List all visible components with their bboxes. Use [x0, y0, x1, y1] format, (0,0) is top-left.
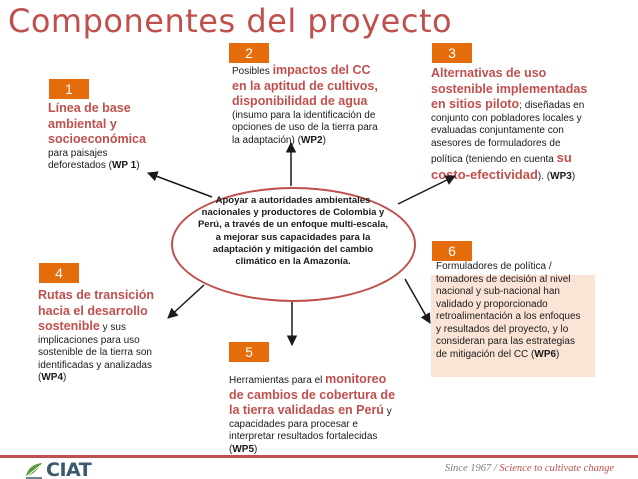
- component-2-lead: impactos del CC en la aptitud de cultivos, disponibilidad de agua: [232, 63, 378, 108]
- arrow-to-component-1: [148, 173, 212, 197]
- component-2-rest: (insumo para la identificación de opciones de uso de la tierra para la adaptación) (: [232, 109, 378, 146]
- footer-tagline-text: Science to cultivate change: [496, 463, 614, 474]
- component-2-end: ): [322, 134, 326, 146]
- component-4-lead: Rutas de transición hacia el desarrollo sostenible: [38, 288, 154, 333]
- component-1-end: ): [136, 160, 140, 171]
- center-goal-text: Apoyar a autoridades ambientales nacionales y productores de Colombia y Perú, a través de un enfoque multi-escala, a mejorar sus capacidades para la adaptación y mitigación del cambio climático en la Amazonía.: [197, 195, 389, 268]
- component-1-wp: WP 1: [111, 160, 137, 171]
- component-6-end: ): [556, 348, 560, 360]
- slide-title: Componentes del proyecto: [8, 2, 453, 40]
- footer-tagline: [445, 463, 614, 474]
- component-5-wp: WP5: [232, 443, 255, 455]
- component-2-wp: WP2: [300, 134, 323, 146]
- component-6-rest: Formuladores de política / tomadores de decisión al nivel nacional y sub-nacional han validado y proporcionado retroalimentación a los enfoques y resultados del proyecto, y lo consideran para las estrategias de mitigación del CC (: [436, 261, 581, 360]
- component-1-lead: Línea de base ambiental y socioeconómica: [48, 101, 146, 146]
- component-2-badge: 2: [229, 43, 269, 63]
- component-3-badge: 3: [432, 43, 472, 63]
- component-6-badge: 6: [432, 241, 472, 261]
- arrow-to-component-4: [168, 285, 204, 318]
- footer-since: Since 1967 /: [444, 463, 497, 474]
- component-2-pre: Posibles: [232, 66, 273, 77]
- component-5-badge: 5: [229, 342, 269, 362]
- component-3-wp: WP3: [550, 170, 572, 182]
- footer-divider: [0, 455, 638, 458]
- component-1-badge: 1: [49, 79, 89, 99]
- component-4-wp: WP4: [41, 372, 64, 383]
- component-5-end: ): [254, 443, 258, 455]
- component-5-rest: y capacidades para procesar e interpretar resultados fortalecidas (: [229, 406, 392, 455]
- component-5-lead: monitoreo de cambios de cobertura de la tierra validadas en Perú: [229, 372, 396, 417]
- arrow-to-component-3: [398, 176, 455, 204]
- arrow-to-component-6: [405, 279, 430, 323]
- component-3-lead2: su costo-efectividad: [431, 150, 572, 182]
- component-3-lead: Alternativas de uso sostenible implementadas en sitios piloto: [431, 66, 588, 111]
- component-3-rest2: ). (: [537, 170, 551, 182]
- ciat-logo-text: CIAT: [46, 459, 92, 479]
- component-6-wp: WP6: [534, 348, 557, 360]
- component-4-rest: y sus implicaciones para uso sostenible de la tierra son identificadas y analizadas (: [38, 322, 152, 383]
- ciat-leaf-icon: [24, 462, 44, 479]
- component-4-badge: 4: [39, 263, 79, 283]
- component-1-rest: para paisajes deforestados (: [48, 147, 112, 171]
- component-4-end: ): [63, 372, 67, 383]
- component-3-end: ): [571, 170, 576, 182]
- ciat-logo: [24, 459, 91, 479]
- component-5-pre: Herramientas para el: [229, 375, 326, 386]
- component-3-rest: ; diseñadas en conjunto con pobladores locales y evaluadas conjuntamente con asesores de formuladores de política (teniendo en cuenta: [431, 100, 585, 165]
